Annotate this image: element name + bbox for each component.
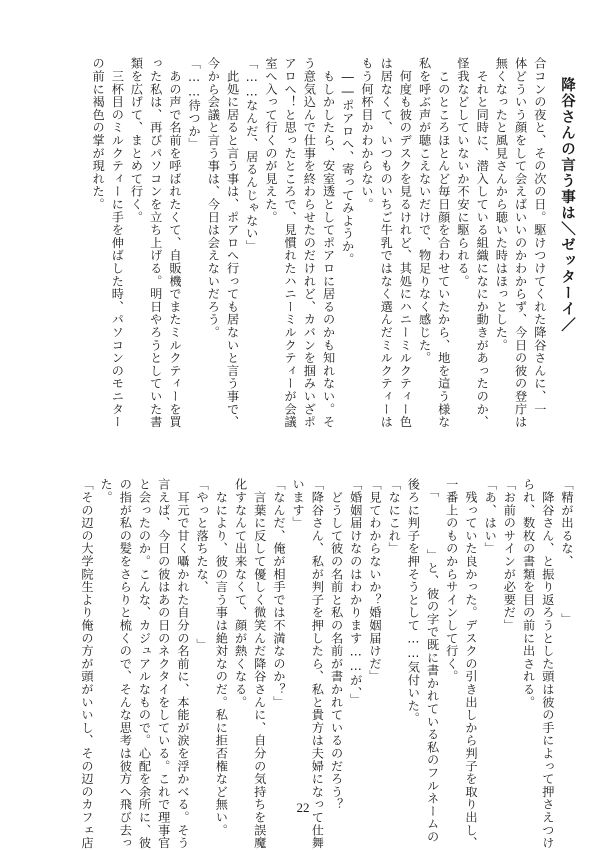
text-line: 「なんだ、俺が相手では不満なのか？」 [271,478,286,709]
text-line: 「精が出るな、 」 [560,478,574,626]
text-line: 耳元で甘く囁かれた自分の名前に、本能が涙を浮かべる。そう [175,478,190,850]
text-line: 後ろに判子を押そうとして……気付いた。 [406,478,421,725]
text-line: 「見てわからないか？婚姻届けだ」 [367,478,382,683]
text-line: は居なくて、いつものいちご牛乳ではなく選んだミルクティーは [379,57,394,429]
text-line: 残っていた良かった。デスクの引き出しから判子を取り出し、 [463,478,478,850]
text-line: います」 [291,478,306,530]
text-line: なにより、彼の言う事は絶対なのだ。私に拒否権など無い。 [214,478,229,837]
text-line: 「……待つか」 [187,57,202,151]
text-line: った私は、再びパソコンを立ち上げる。明日やろうとしていた書 [148,57,163,429]
text-line: あの声で名前を呼ばれたくて、自販機でまたミルクティーを買 [167,57,182,429]
text-line: と会ったのか。こんな、カジュアルなもので。心配を余所に、彼 [137,478,152,850]
text-line: 「 」と、彼の字で既に書かれている私のフルネームの [425,478,440,844]
text-line: 「なにこれ」 [387,478,402,555]
text-line: 私を呼ぶ声が聴こえないだけで、物足りなく感じた。 [417,57,432,365]
text-line: 「婚姻届けなのはわかります……が、」 [348,478,363,706]
text-line: どうして彼の名前と私の名前が書かれているのだろう？ [329,478,344,811]
text-line: 体どういう顔をして会えばいいのかわからず、今日の彼の登庁は [513,57,528,429]
text-line: 「やっと落ちたな、 」 [195,478,210,652]
text-line: もしかしたら、安室透としてポアロに居るのかも知れない。そ [321,57,336,429]
chapter-title: 降谷さんの言う事は＼ゼッターイ／ [559,77,575,333]
text-line: の指が私の髪をさらりと梳くので、そんな思考は彼方へ飛び去っ [118,478,133,850]
text-line: 降谷さん、と振り返ろうとした頭は彼の手によって押さえつけ [540,478,555,850]
text-line: 合コンの夜と、その次の日。駆けつけてくれた降谷さんに、一 [532,57,547,416]
text-line: 三杯目のミルクティーに手を伸ばした時、パソコンのモニター [110,57,125,429]
text-line: られ、数枚の書類を目の前に出される。 [521,478,536,709]
text-line: アロへ！と思ったところで、見慣れたハニーミルクティーが会議 [283,57,298,429]
page-number: 22 [296,800,310,815]
text-line: 「その辺の大学院生より俺の方が頭がいいし、その辺のカフェ店 [79,478,94,850]
text-line: 化すなんて出来なくて、顔が熱くなる。 [233,478,248,709]
text-line: 怪我などしていないか不安に駆られる。 [455,57,470,288]
text-line: 言葉に反して優しく微笑んだ降谷さんに、自分の気持ちを誤魔 [252,478,267,850]
text-line: の前に褐色の掌が現れた。 [91,57,106,211]
text-line: 「お前のサインが必要だ」 [502,478,517,632]
text-line: 今から会議と言う事は、今日は会えないだろう。 [206,57,221,339]
text-line: 「あ、はい」 [483,478,498,555]
text-line: 「……なんだ、居るんじゃない」 [244,57,259,253]
upper-text-tier [88,57,576,429]
text-line: 何度も彼のデスクを見るけれど、其処にハニーミルクティー色 [398,57,413,429]
text-line: 類を広げて、まとめて行く。 [129,57,144,224]
text-line: 一番上のものからサインして行く。 [444,478,459,683]
text-line: 此処に居ると言う事は、ポアロへ行っても居ないと言う事で、 [225,57,240,429]
text-line: た。 [99,478,114,504]
lower-text-tier [77,478,576,850]
text-line: ――ポアロへ、寄ってみようか。 [340,57,355,266]
text-line: このところほとんど毎日顔を合わせていたから、地を這う様な [436,57,451,429]
text-line: う意気込んで仕事を終わらせたのだけれど、カバンを掴みいざポ [302,57,317,429]
text-line: 室へ入って行くのが見えた。 [263,57,278,224]
text-line: もう何杯目かわからない。 [359,57,374,211]
text-line: 「降谷さん、私が判子を押したら、私と貴方は夫婦になって仕舞 [310,478,325,850]
text-line: 言えば、今日の彼はあの日のネクタイをしている。これで理事官 [156,478,171,850]
text-line: それと同時に、潜入している組織になにか動きがあったのか、 [475,57,490,429]
text-line: 無くなったと風見さんから聴いた時はほっとした。 [494,57,509,352]
